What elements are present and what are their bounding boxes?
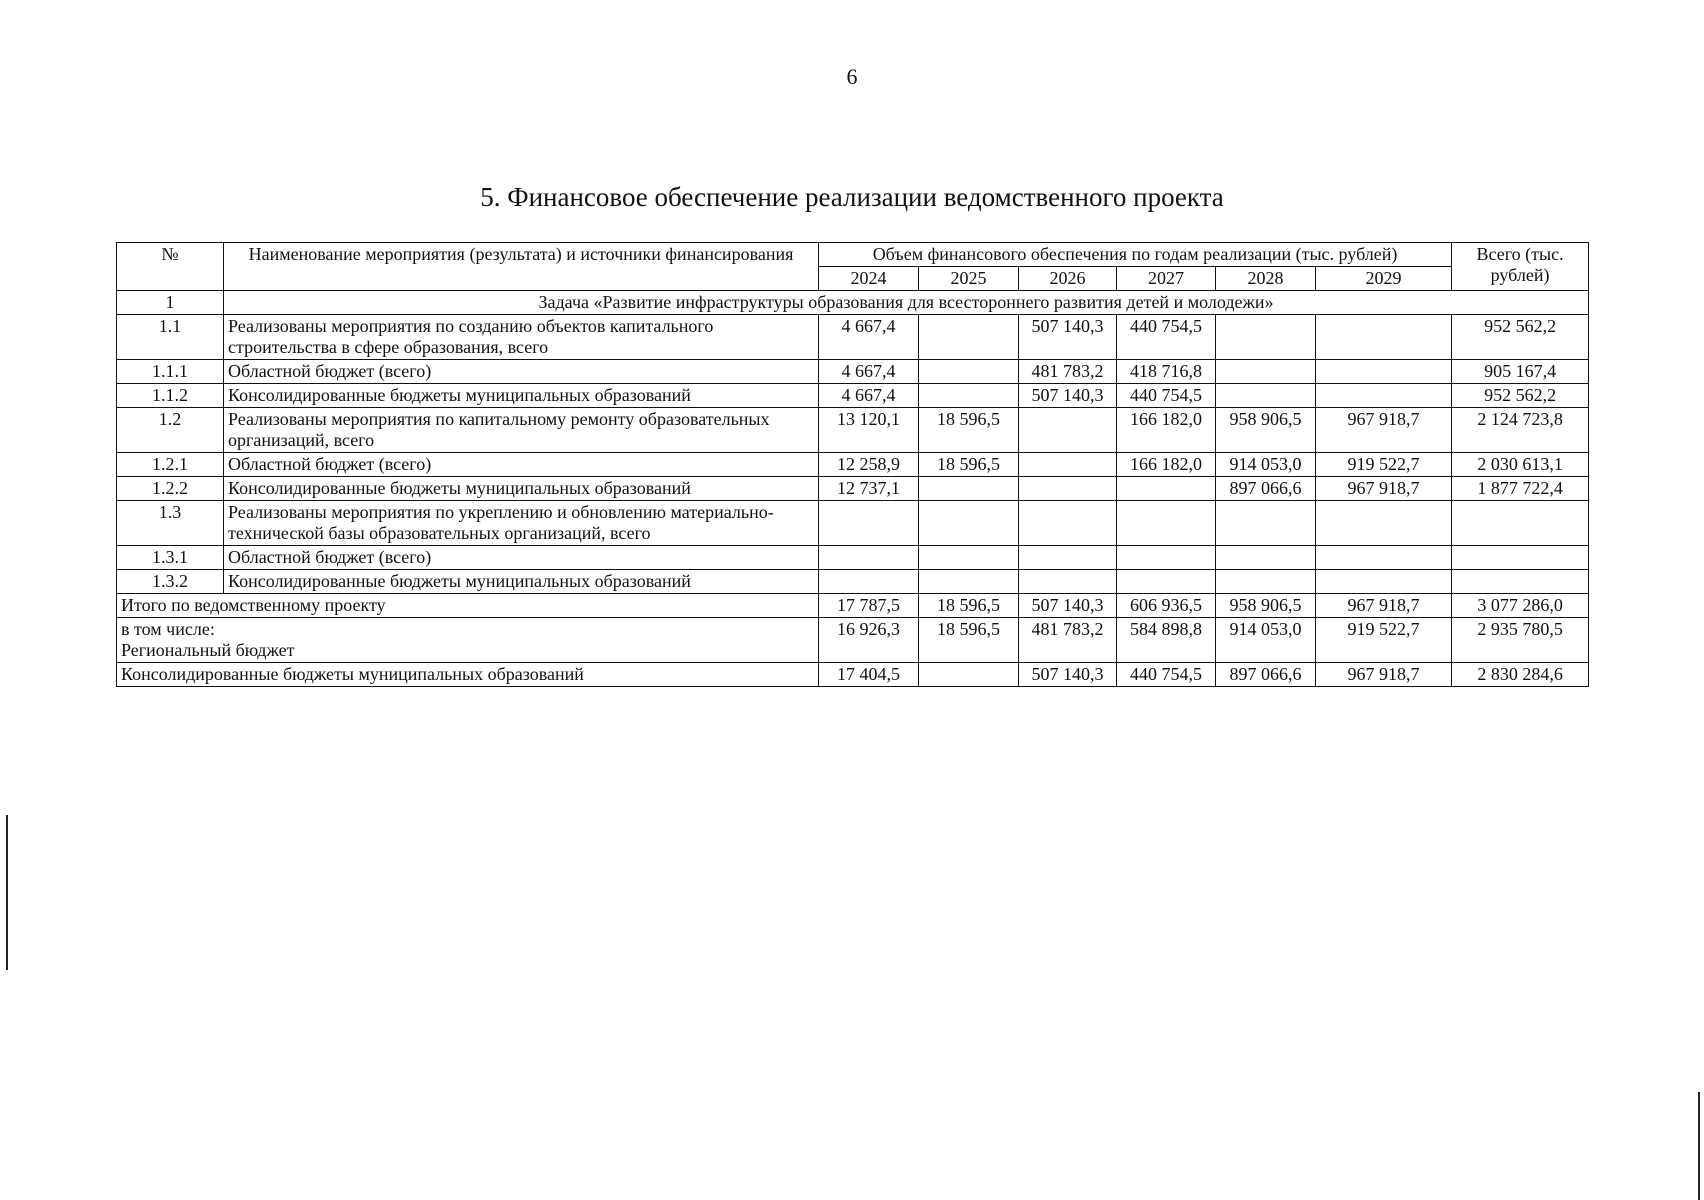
scan-artifact-right xyxy=(1698,1092,1700,1200)
row-value: 166 182,0 xyxy=(1117,408,1216,453)
row-value: 13 120,1 xyxy=(819,408,919,453)
summary-label-line: Региональный бюджет xyxy=(121,640,295,660)
row-value xyxy=(1019,570,1117,594)
row-value xyxy=(1316,501,1452,546)
table-row xyxy=(117,477,1589,501)
row-value: 12 258,9 xyxy=(819,453,919,477)
header-name: Наименование мероприятия (результата) и источники финансирования xyxy=(224,243,819,291)
row-name: Консолидированные бюджеты муниципальных образований xyxy=(224,477,819,501)
row-value xyxy=(819,501,919,546)
row-value: 958 906,5 xyxy=(1216,408,1316,453)
row-value: 16 926,3 xyxy=(819,618,919,663)
row-value: 584 898,8 xyxy=(1117,618,1216,663)
row-value: 18 596,5 xyxy=(919,594,1019,618)
row-value xyxy=(1316,315,1452,360)
summary-label-line: в том числе: xyxy=(121,619,215,639)
row-value xyxy=(919,570,1019,594)
table-row xyxy=(117,384,1589,408)
row-number: 1.1.1 xyxy=(117,360,224,384)
header-year: 2027 xyxy=(1117,267,1216,291)
row-value: 507 140,3 xyxy=(1019,384,1117,408)
row-value xyxy=(1216,384,1316,408)
row-value xyxy=(1316,384,1452,408)
row-value xyxy=(1117,546,1216,570)
row-value xyxy=(819,570,919,594)
row-value: 18 596,5 xyxy=(919,453,1019,477)
row-number: 1.1.2 xyxy=(117,384,224,408)
row-value xyxy=(1216,315,1316,360)
row-value xyxy=(819,546,919,570)
row-value: 18 596,5 xyxy=(919,408,1019,453)
page-number: 6 xyxy=(846,64,858,89)
row-value: 17 404,5 xyxy=(819,663,919,687)
row-value xyxy=(919,501,1019,546)
row-value: 440 754,5 xyxy=(1117,384,1216,408)
row-value: 967 918,7 xyxy=(1316,408,1452,453)
task-text: Задача «Развитие инфраструктуры образования для всестороннего развития детей и молодежи» xyxy=(224,291,1589,315)
row-value xyxy=(919,546,1019,570)
row-value: 507 140,3 xyxy=(1019,594,1117,618)
page-title: 5. Финансовое обеспечение реализации ведомственного проекта xyxy=(480,182,1224,212)
row-value: 440 754,5 xyxy=(1117,663,1216,687)
row-value xyxy=(1316,546,1452,570)
summary-label: Консолидированные бюджеты муниципальных образований xyxy=(117,663,819,687)
row-value: 17 787,5 xyxy=(819,594,919,618)
row-value: 967 918,7 xyxy=(1316,594,1452,618)
row-value: 897 066,6 xyxy=(1216,663,1316,687)
summary-row-regional xyxy=(117,618,1589,663)
row-total: 2 935 780,5 xyxy=(1452,618,1589,663)
table-row xyxy=(117,453,1589,477)
row-total xyxy=(1452,546,1589,570)
row-value: 166 182,0 xyxy=(1117,453,1216,477)
header-year: 2029 xyxy=(1316,267,1452,291)
row-value: 914 053,0 xyxy=(1216,453,1316,477)
row-value: 4 667,4 xyxy=(819,360,919,384)
header-year: 2024 xyxy=(819,267,919,291)
row-value xyxy=(1216,501,1316,546)
header-year: 2025 xyxy=(919,267,1019,291)
row-value: 914 053,0 xyxy=(1216,618,1316,663)
header-total: Всего (тыс. рублей) xyxy=(1452,243,1589,291)
row-value: 897 066,6 xyxy=(1216,477,1316,501)
row-value xyxy=(1117,570,1216,594)
row-value xyxy=(1216,360,1316,384)
row-number: 1.2.2 xyxy=(117,477,224,501)
summary-label xyxy=(117,618,819,663)
row-name: Областной бюджет (всего) xyxy=(224,453,819,477)
row-value: 12 737,1 xyxy=(819,477,919,501)
summary-row-municipal xyxy=(117,663,1589,687)
table-row xyxy=(117,360,1589,384)
row-value xyxy=(919,360,1019,384)
row-value: 18 596,5 xyxy=(919,618,1019,663)
row-number: 1.1 xyxy=(117,315,224,360)
row-total: 3 077 286,0 xyxy=(1452,594,1589,618)
row-value xyxy=(919,315,1019,360)
financing-table xyxy=(116,242,1589,687)
row-value: 481 783,2 xyxy=(1019,618,1117,663)
row-value: 4 667,4 xyxy=(819,315,919,360)
row-value xyxy=(1216,546,1316,570)
row-total: 905 167,4 xyxy=(1452,360,1589,384)
row-value xyxy=(919,663,1019,687)
row-total: 2 124 723,8 xyxy=(1452,408,1589,453)
row-total: 952 562,2 xyxy=(1452,315,1589,360)
row-value xyxy=(1117,477,1216,501)
row-total: 1 877 722,4 xyxy=(1452,477,1589,501)
row-name: Консолидированные бюджеты муниципальных образований xyxy=(224,384,819,408)
row-number: 1.2.1 xyxy=(117,453,224,477)
row-total xyxy=(1452,570,1589,594)
row-value xyxy=(919,384,1019,408)
row-value: 481 783,2 xyxy=(1019,360,1117,384)
row-value: 418 716,8 xyxy=(1117,360,1216,384)
table-row xyxy=(117,315,1589,360)
row-value: 958 906,5 xyxy=(1216,594,1316,618)
table-row xyxy=(117,546,1589,570)
row-value: 4 667,4 xyxy=(819,384,919,408)
table-row xyxy=(117,408,1589,453)
row-total: 952 562,2 xyxy=(1452,384,1589,408)
header-year: 2028 xyxy=(1216,267,1316,291)
row-value xyxy=(1019,546,1117,570)
row-value xyxy=(1316,360,1452,384)
task-row xyxy=(117,291,1589,315)
row-name: Областной бюджет (всего) xyxy=(224,546,819,570)
row-total: 2 030 613,1 xyxy=(1452,453,1589,477)
row-value xyxy=(1117,501,1216,546)
row-value: 967 918,7 xyxy=(1316,477,1452,501)
row-value: 507 140,3 xyxy=(1019,663,1117,687)
row-total xyxy=(1452,501,1589,546)
table-row xyxy=(117,501,1589,546)
row-value: 919 522,7 xyxy=(1316,618,1452,663)
row-value xyxy=(919,477,1019,501)
row-value: 507 140,3 xyxy=(1019,315,1117,360)
row-number: 1.2 xyxy=(117,408,224,453)
row-value: 606 936,5 xyxy=(1117,594,1216,618)
row-value xyxy=(1019,408,1117,453)
row-total: 2 830 284,6 xyxy=(1452,663,1589,687)
row-name: Областной бюджет (всего) xyxy=(224,360,819,384)
row-name: Реализованы мероприятия по укреплению и обновлению материально-технической базы образовательных организаций, всего xyxy=(224,501,819,546)
row-number: 1.3 xyxy=(117,501,224,546)
row-value xyxy=(1316,570,1452,594)
row-value xyxy=(1019,501,1117,546)
scan-artifact-left xyxy=(6,815,8,970)
row-number: 1.3.2 xyxy=(117,570,224,594)
row-name: Реализованы мероприятия по созданию объектов капитального строительства в сфере образования, всего xyxy=(224,315,819,360)
row-value xyxy=(1216,570,1316,594)
row-name: Реализованы мероприятия по капитальному ремонту образовательных организаций, всего xyxy=(224,408,819,453)
row-value: 440 754,5 xyxy=(1117,315,1216,360)
header-number: № xyxy=(117,243,224,291)
task-number: 1 xyxy=(117,291,224,315)
table-row xyxy=(117,570,1589,594)
row-value xyxy=(1019,453,1117,477)
summary-label: Итого по ведомственному проекту xyxy=(117,594,819,618)
summary-row-total xyxy=(117,594,1589,618)
row-number: 1.3.1 xyxy=(117,546,224,570)
row-value: 967 918,7 xyxy=(1316,663,1452,687)
row-name: Консолидированные бюджеты муниципальных образований xyxy=(224,570,819,594)
row-value xyxy=(1019,477,1117,501)
header-volume: Объем финансового обеспечения по годам реализации (тыс. рублей) xyxy=(819,243,1452,267)
header-year: 2026 xyxy=(1019,267,1117,291)
row-value: 919 522,7 xyxy=(1316,453,1452,477)
